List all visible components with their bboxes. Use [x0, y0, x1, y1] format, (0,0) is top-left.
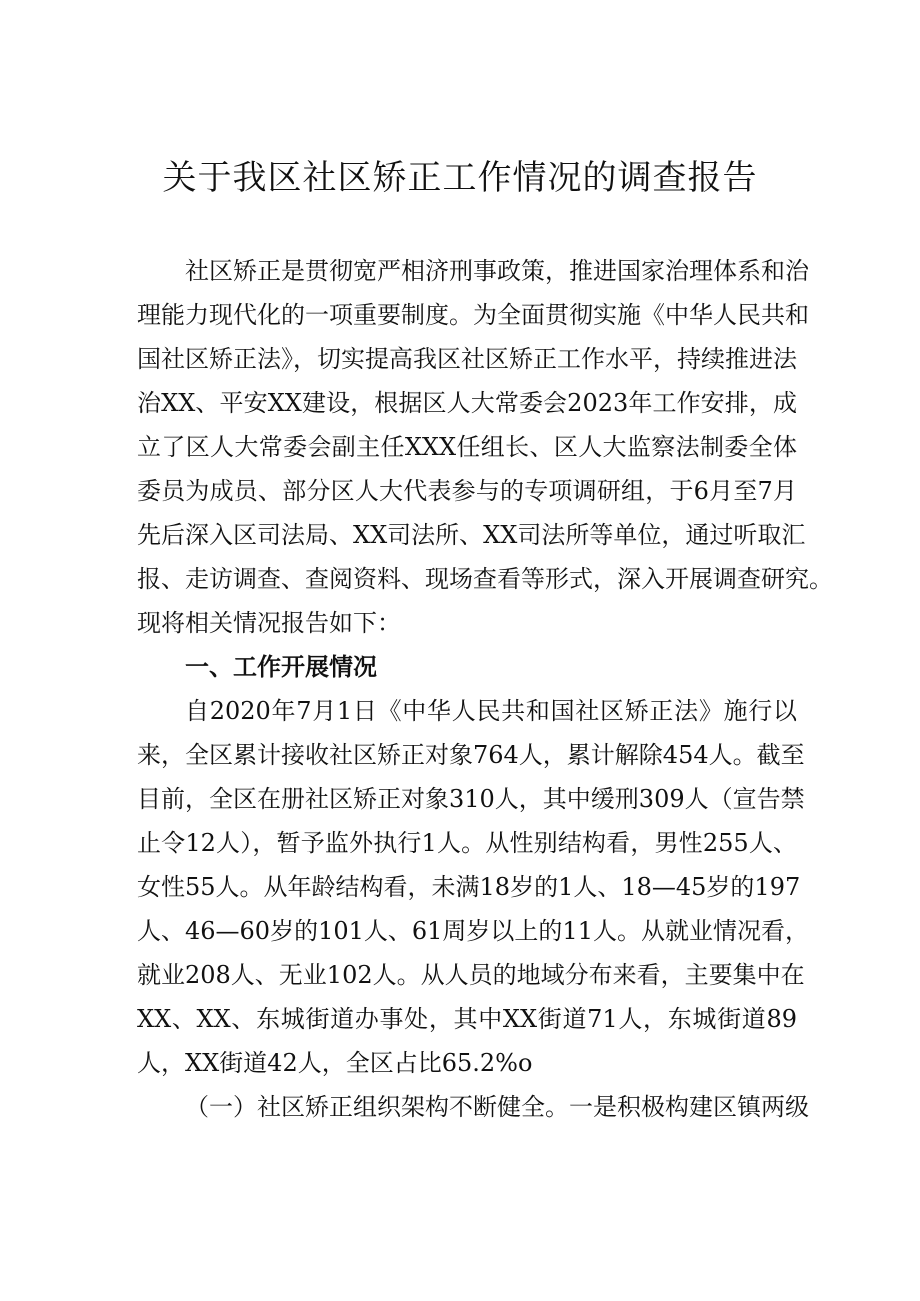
section-line: XX、XX、东城街道办事处，其中XX街道71人，东城街道89	[137, 1005, 797, 1033]
section-line: 女性55人。从年龄结构看，未满18岁的1人、18—45岁的197	[137, 873, 801, 901]
intro-line: 国社区矫正法》，切实提高我区社区矫正工作水平，持续推进法	[137, 345, 797, 373]
section-line: 止令12人），暂予监外执行1人。从性别结构看，男性255人、	[137, 829, 797, 857]
intro-line: 治XX、平安XX建设，根据区人大常委会2023年工作安排，成	[137, 389, 797, 417]
intro-line: 立了区人大常委会副主任XXX任组长、区人大监察法制委全体	[137, 433, 797, 461]
intro-line: 现将相关情况报告如下：	[137, 609, 401, 637]
intro-line: 委员为成员、部分区人大代表参与的专项调研组，于6月至7月	[137, 477, 797, 505]
section-line: 目前，全区在册社区矫正对象310人，其中缓刑309人（宣告禁	[137, 785, 805, 813]
subsection-line: （一）社区矫正组织架构不断健全。一是积极构建区镇两级	[185, 1093, 809, 1121]
section-line: 人，XX街道42人，全区占比65.2%o	[137, 1049, 533, 1077]
section-heading: 一、工作开展情况	[185, 653, 377, 681]
intro-line: 理能力现代化的一项重要制度。为全面贯彻实施《中华人民共和	[137, 301, 809, 329]
section-line: 就业208人、无业102人。从人员的地域分布来看，主要集中在	[137, 961, 805, 989]
section-line: 来，全区累计接收社区矫正对象764人，累计解除454人。截至	[137, 741, 805, 769]
intro-line: 社区矫正是贯彻宽严相济刑事政策，推进国家治理体系和治	[185, 257, 809, 285]
intro-line: 先后深入区司法局、XX司法所、XX司法所等单位，通过听取汇	[137, 521, 806, 549]
intro-line: 报、走访调查、查阅资料、现场查看等形式，深入开展调查研究。	[137, 565, 833, 593]
section-line: 人、46—60岁的101人、61周岁以上的11人。从就业情况看，	[137, 917, 809, 945]
section-line: 自2020年7月1日《中华人民共和国社区矫正法》施行以	[185, 697, 797, 725]
document-title: 关于我区社区矫正工作情况的调查报告	[162, 158, 758, 198]
